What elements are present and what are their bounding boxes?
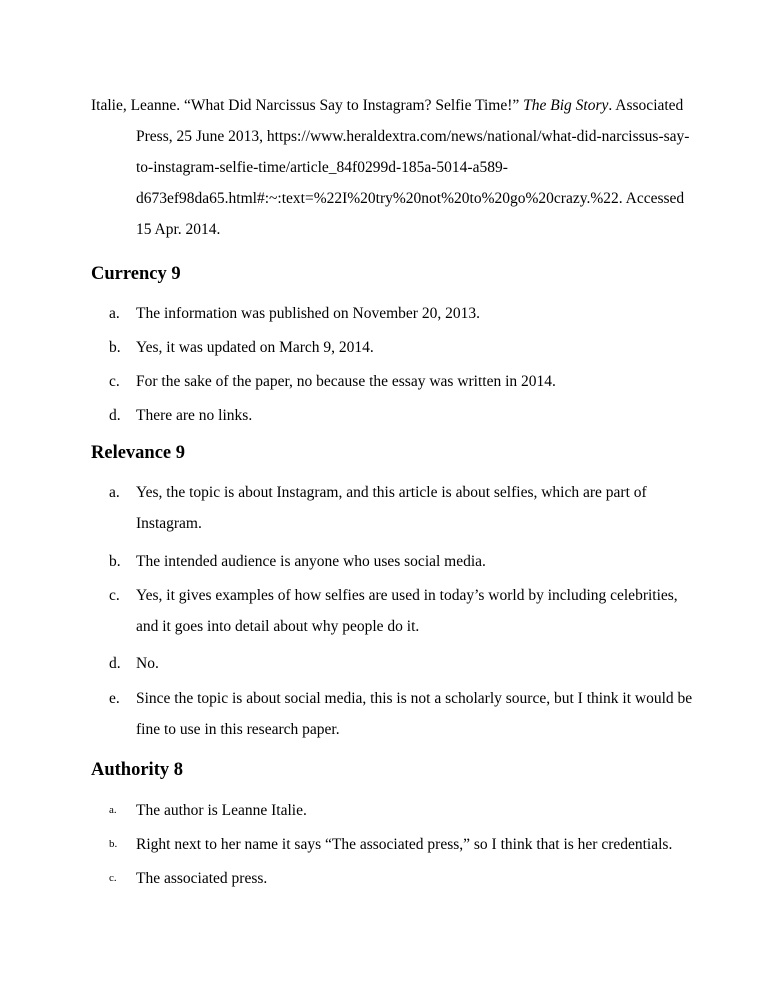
section-heading-currency: Currency 9	[91, 264, 181, 284]
list-item	[109, 795, 709, 826]
list-item-text: fine to use in this research paper.	[136, 721, 340, 738]
list-marker: c.	[109, 373, 120, 390]
list-marker: d.	[109, 655, 121, 672]
citation-publisher-start: . Associated	[608, 97, 684, 114]
section-heading-authority: Authority 8	[91, 760, 183, 780]
list-item-text: and it goes into detail about why people do it.	[136, 618, 420, 635]
list-item-text: No.	[136, 655, 159, 672]
list-marker: a.	[109, 305, 120, 322]
list-marker: c.	[109, 872, 117, 884]
list-item	[109, 829, 709, 860]
list-item	[109, 332, 709, 363]
list-item	[109, 298, 709, 329]
list-marker: b.	[109, 838, 118, 850]
citation-line: Press, 25 June 2013, https://www.heraldextra.com/news/national/what-did-narcissus-say-	[136, 128, 690, 145]
list-item	[109, 400, 709, 431]
section-heading-relevance: Relevance 9	[91, 443, 186, 463]
list-item	[109, 683, 709, 745]
list-item	[109, 366, 709, 397]
list-item	[109, 863, 709, 894]
list-item-text: Since the topic is about social media, this is not a scholarly source, but I think it would be	[136, 690, 693, 707]
citation-line	[91, 90, 691, 121]
list-item-text: The author is Leanne Italie.	[136, 802, 307, 819]
list-marker: b.	[109, 339, 121, 356]
list-marker: b.	[109, 553, 121, 570]
list-item-text: The associated press.	[136, 870, 268, 887]
list-marker: e.	[109, 690, 120, 707]
list-marker: d.	[109, 407, 121, 424]
list-item-text: Yes, it was updated on March 9, 2014.	[136, 339, 374, 356]
list-item-text: Yes, the topic is about Instagram, and this article is about selfies, which are part of	[136, 484, 647, 501]
list-marker: a.	[109, 484, 120, 501]
list-item-text: Right next to her name it says “The associated press,” so I think that is her credentials.	[136, 836, 673, 853]
list-item-text: For the sake of the paper, no because the essay was written in 2014.	[136, 373, 556, 390]
citation-line: to-instagram-selfie-time/article_84f0299d-185a-5014-a589-	[136, 159, 508, 176]
citation-line: d673ef98da65.html#:~:text=%22I%20try%20not%20to%20go%20crazy.%22. Accessed	[136, 190, 685, 207]
list-item	[109, 580, 709, 642]
citation-entry	[91, 90, 691, 245]
list-item-text: Instagram.	[136, 515, 202, 532]
list-item	[109, 546, 709, 577]
list-marker: c.	[109, 587, 120, 604]
list-item-text: There are no links.	[136, 407, 253, 424]
list-item-text: The intended audience is anyone who uses social media.	[136, 553, 486, 570]
citation-container-title: The Big Story	[523, 97, 609, 114]
citation-authors-title: Italie, Leanne. “What Did Narcissus Say to Instagram? Selfie Time!”	[91, 97, 524, 114]
list-marker: a.	[109, 804, 117, 816]
list-item-text: The information was published on November 20, 2013.	[136, 305, 480, 322]
list-item	[109, 477, 709, 539]
list-item-text: Yes, it gives examples of how selfies are used in today’s world by including celebrities,	[136, 587, 678, 604]
citation-line: 15 Apr. 2014.	[136, 221, 221, 238]
list-item	[109, 648, 709, 679]
